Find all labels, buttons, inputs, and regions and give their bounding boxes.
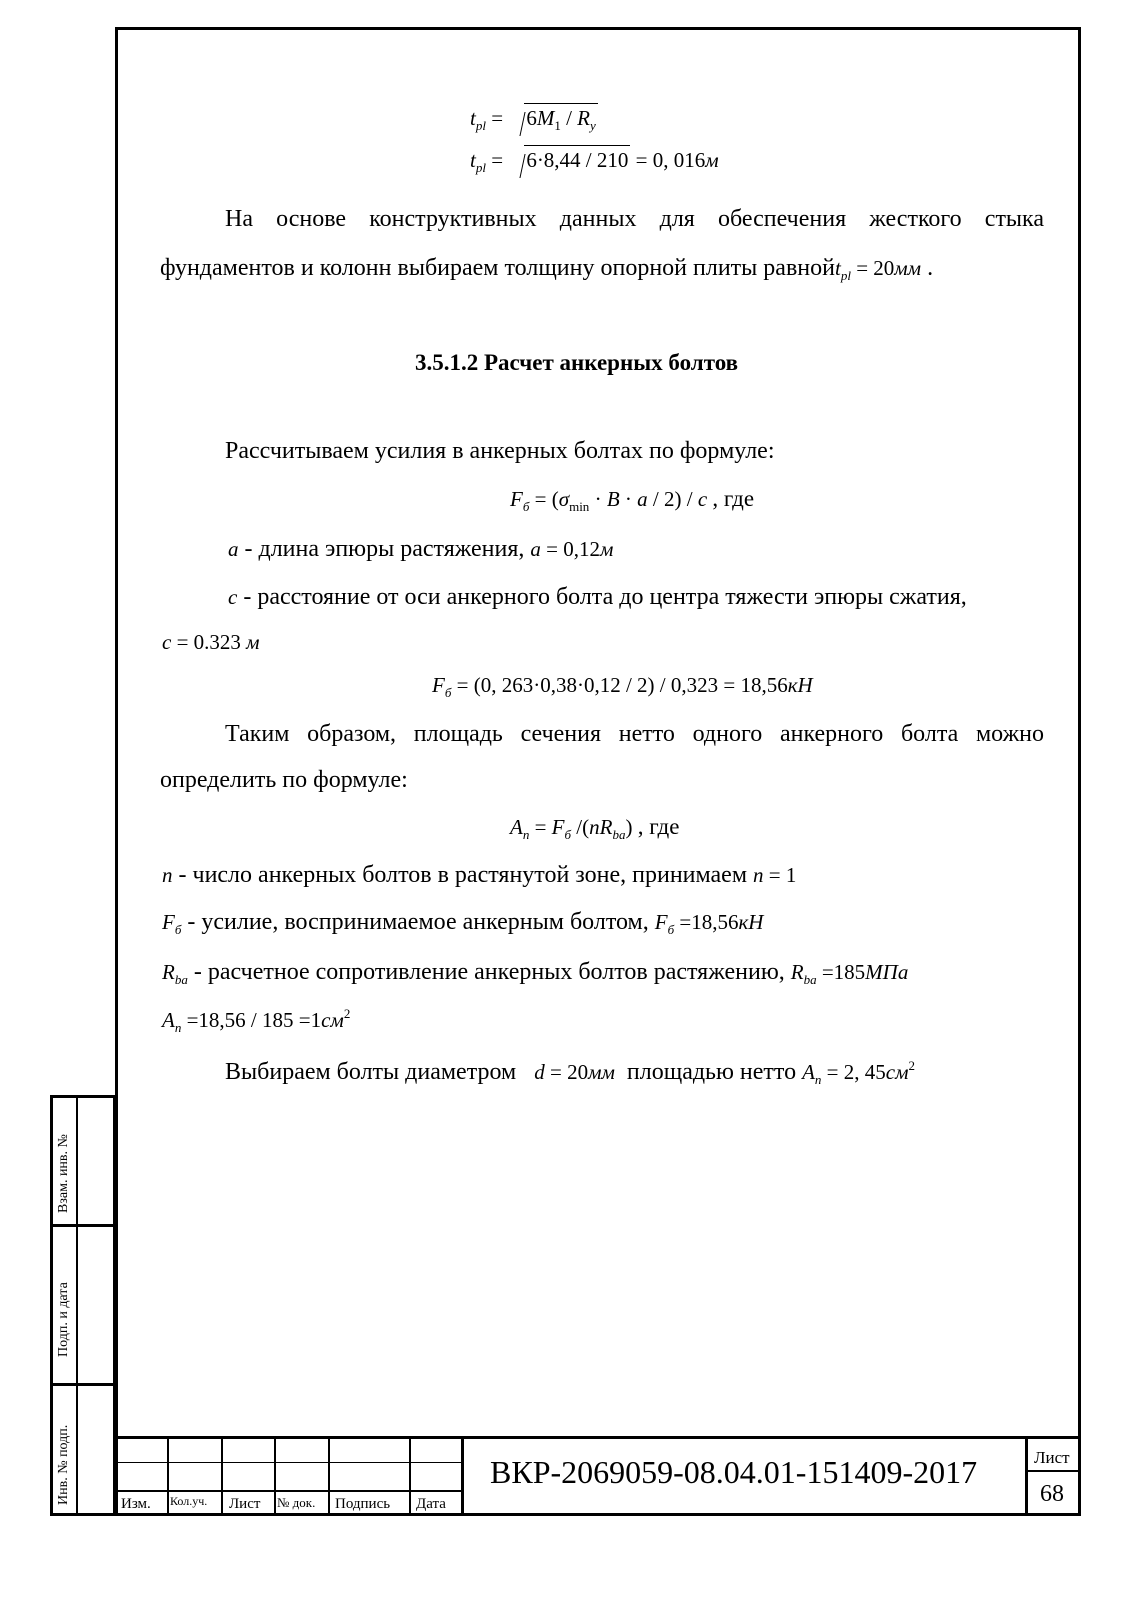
title-block-line <box>461 1436 464 1516</box>
title-block-line <box>328 1436 330 1516</box>
document-code: ВКР-2069059-08.04.01-151409-2017 <box>490 1454 978 1490</box>
paragraph-line: Таким образом, площадь сечения нетто одного анкерного болта можно <box>225 721 1044 747</box>
col-date-label: Дата <box>416 1496 446 1512</box>
section-heading: 3.5.1.2 Расчет анкерных болтов <box>415 350 739 375</box>
title-block-line <box>1025 1436 1028 1516</box>
paragraph-line: На основе конструктивных данных для обеспечения жесткого стыка <box>225 206 1044 232</box>
definition-line: n - число анкерных болтов в растянутой зоне, принимаем n = 1 <box>162 862 797 888</box>
col-sign-label: Подпись <box>335 1496 391 1512</box>
col-kol-label: Кол.уч. <box>170 1494 208 1508</box>
side-label-podp: Подп. и дата <box>56 1282 71 1357</box>
title-block-line <box>409 1436 411 1516</box>
col-list-label: Лист <box>229 1496 261 1512</box>
formula-tpl-general: $t_{pl} = 6M_1 / R_y$ <box>470 108 598 129</box>
col-doc-label: № док. <box>277 1495 316 1510</box>
sheet-label: Лист <box>1034 1448 1070 1467</box>
definition-line: $F_б$ - усилие, воспринимаемое анкерным болтом, $F_б =18,56кН$ <box>162 909 764 937</box>
formula-tpl-numeric: $t_{pl} = 6\cdot 8,44 / 210 = 0$, 016м <box>470 150 719 171</box>
title-block-line <box>221 1436 223 1516</box>
title-block-line <box>274 1436 276 1516</box>
side-stamp-divider <box>76 1095 78 1516</box>
formula-an-numeric: $A_n =18,56 / 185 =1см^2$ <box>162 1006 351 1035</box>
formula-fb-general: $F_б = (\sigma_{min} \cdot B \cdot a / 2) / c$ , где <box>510 486 755 514</box>
formula-an-general: $A_n = F_б$ $/(nR_{ba})$ , где <box>510 814 680 842</box>
definition-line: $R_{ba}$ - расчетное сопротивление анкерных болтов растяжению, $R_{ba} =185МПа$ <box>162 959 909 987</box>
definition-line: c - расстояние от оси анкерного болта до центра тяжести эпюры сжатия, <box>228 584 967 610</box>
paragraph-line: Рассчитываем усилия в анкерных болтах по формуле: <box>225 438 775 464</box>
title-block-line <box>1025 1470 1081 1472</box>
paragraph-line: определить по формуле: <box>160 767 408 793</box>
sheet-number: 68 <box>1040 1481 1064 1507</box>
col-izm-label: Изм. <box>121 1496 151 1512</box>
side-label-inv: Инв. № подп. <box>56 1424 71 1505</box>
formula-fb-numeric: $F_б = (0$, 263·0,38·0,12 / 2) / 0,323 = 18,56кН <box>432 673 813 700</box>
definition-value: c = 0.323 м <box>162 630 260 654</box>
paragraph-line: фундаментов и колонн выбираем толщину опорной плиты равнойt$_{pl}$ = 20мм . <box>160 255 934 283</box>
paragraph-line: Выбираем болты диаметром d = 20мм площадью нетто $A_n = 2$, $45см^2$ <box>225 1058 915 1087</box>
side-label-vzam: Взам. инв. № <box>56 1134 71 1213</box>
title-block-line <box>167 1436 169 1516</box>
definition-line: a - длина эпюры растяжения, a = 0,12м <box>228 536 614 562</box>
